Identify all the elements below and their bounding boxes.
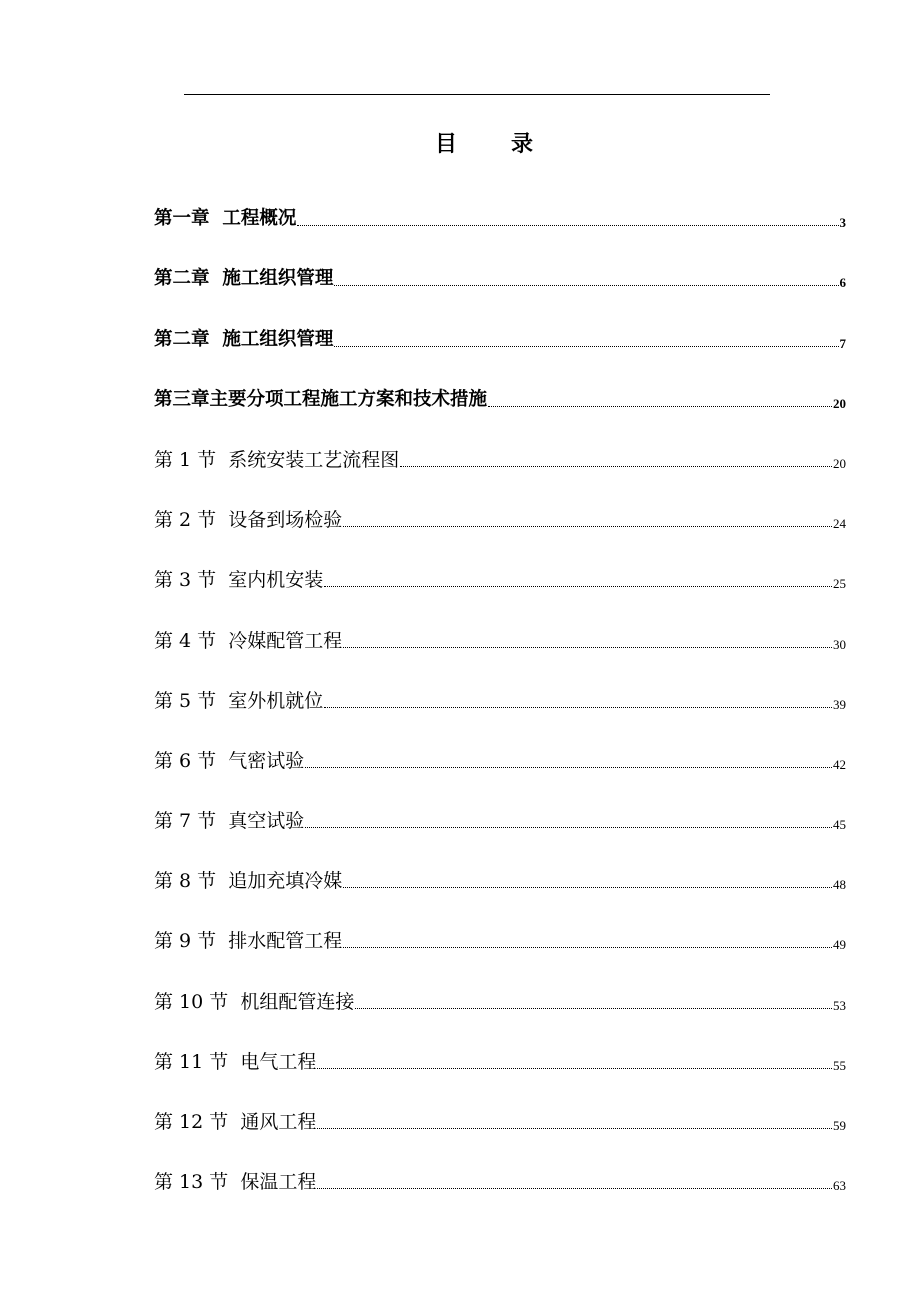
toc-entry-label: 第 8 节 追加充填冷媒 [154, 870, 343, 893]
toc-entry-label: 第 6 节 气密试验 [154, 749, 305, 772]
toc-entry[interactable] [154, 675, 846, 735]
toc-page-number: 63 [833, 1178, 846, 1194]
toc-page-number: 6 [839, 275, 846, 291]
toc-dot-leader [400, 466, 832, 467]
toc-page-number: 30 [833, 636, 846, 652]
toc-page-number: 49 [833, 937, 846, 953]
toc-page-number: 24 [833, 516, 846, 532]
toc-dot-leader [317, 1128, 832, 1129]
toc-page-number: 59 [833, 1118, 846, 1133]
toc-entry[interactable] [154, 494, 846, 554]
toc-page-number: 25 [833, 576, 846, 592]
toc-dot-leader [343, 887, 832, 888]
toc-entry[interactable] [154, 554, 846, 614]
toc-page-number: 53 [833, 997, 846, 1013]
toc-entry[interactable] [154, 374, 846, 434]
toc-entry[interactable] [154, 975, 846, 1035]
toc-entry-label: 第一章 工程概况 [154, 208, 297, 230]
toc-entry[interactable] [154, 1036, 846, 1096]
toc-entry-label: 第二章 施工组织管理 [154, 328, 334, 350]
toc-entry-label: 第 2 节 设备到场检验 [154, 509, 343, 532]
toc-entry-label: 第 4 节 冷媒配管工程 [154, 629, 343, 652]
toc-entry[interactable] [154, 253, 846, 313]
toc-entry-label: 第 9 节 排水配管工程 [154, 930, 343, 953]
toc-dot-leader [305, 767, 832, 768]
toc-entry[interactable] [154, 434, 846, 494]
toc-page-number: 20 [833, 395, 846, 411]
toc-entry-label: 第 10 节 机组配管连接 [154, 990, 355, 1013]
toc-page-number: 55 [833, 1057, 846, 1073]
toc-dot-leader [324, 586, 832, 587]
toc-page-number: 39 [833, 696, 846, 712]
toc-dot-leader [317, 1188, 832, 1189]
toc-dot-leader [343, 526, 832, 527]
toc-entry[interactable] [154, 614, 846, 674]
toc-dot-leader [355, 1008, 832, 1009]
toc-entry-label: 第 3 节 室内机安装 [154, 569, 324, 592]
toc-dot-leader [343, 947, 832, 948]
toc-page-number: 3 [839, 215, 846, 231]
toc-page-number: 7 [839, 335, 846, 351]
header-rule [184, 94, 770, 95]
toc-entry[interactable] [154, 795, 846, 855]
toc-dot-leader [334, 285, 838, 286]
toc-dot-leader [324, 707, 832, 708]
toc-entry[interactable] [154, 735, 846, 795]
toc-dot-leader [305, 827, 832, 828]
toc-entry-label: 第 13 节 保温工程 [154, 1171, 317, 1194]
toc-page-number: 45 [833, 817, 846, 833]
toc-dot-leader [488, 406, 832, 407]
toc-entry[interactable] [154, 915, 846, 975]
toc-entry[interactable] [154, 1156, 846, 1216]
toc-list [154, 193, 846, 1216]
toc-page-number: 20 [833, 455, 846, 471]
toc-dot-leader [334, 346, 838, 347]
toc-dot-leader [297, 225, 838, 226]
toc-dot-leader [343, 647, 832, 648]
toc-entry-label: 第三章主要分项工程施工方案和技术措施 [154, 388, 488, 410]
toc-page-number: 48 [833, 877, 846, 893]
toc-entry[interactable] [154, 313, 846, 373]
page-title: 目录 [434, 132, 587, 157]
toc-entry[interactable] [154, 855, 846, 915]
toc-entry-label: 第 5 节 室外机就位 [154, 689, 324, 712]
toc-entry-label: 第 7 节 真空试验 [154, 810, 305, 833]
toc-entry-label: 第 11 节 电气工程 [154, 1050, 317, 1073]
toc-dot-leader [317, 1068, 832, 1069]
toc-entry-label: 第 1 节 系统安装工艺流程图 [154, 448, 400, 471]
toc-entry[interactable] [154, 193, 846, 253]
toc-entry-label: 第 12 节 通风工程 [154, 1111, 317, 1133]
toc-page-number: 42 [833, 756, 846, 772]
toc-entry-label: 第二章 施工组织管理 [154, 268, 334, 290]
toc-entry[interactable] [154, 1096, 846, 1156]
